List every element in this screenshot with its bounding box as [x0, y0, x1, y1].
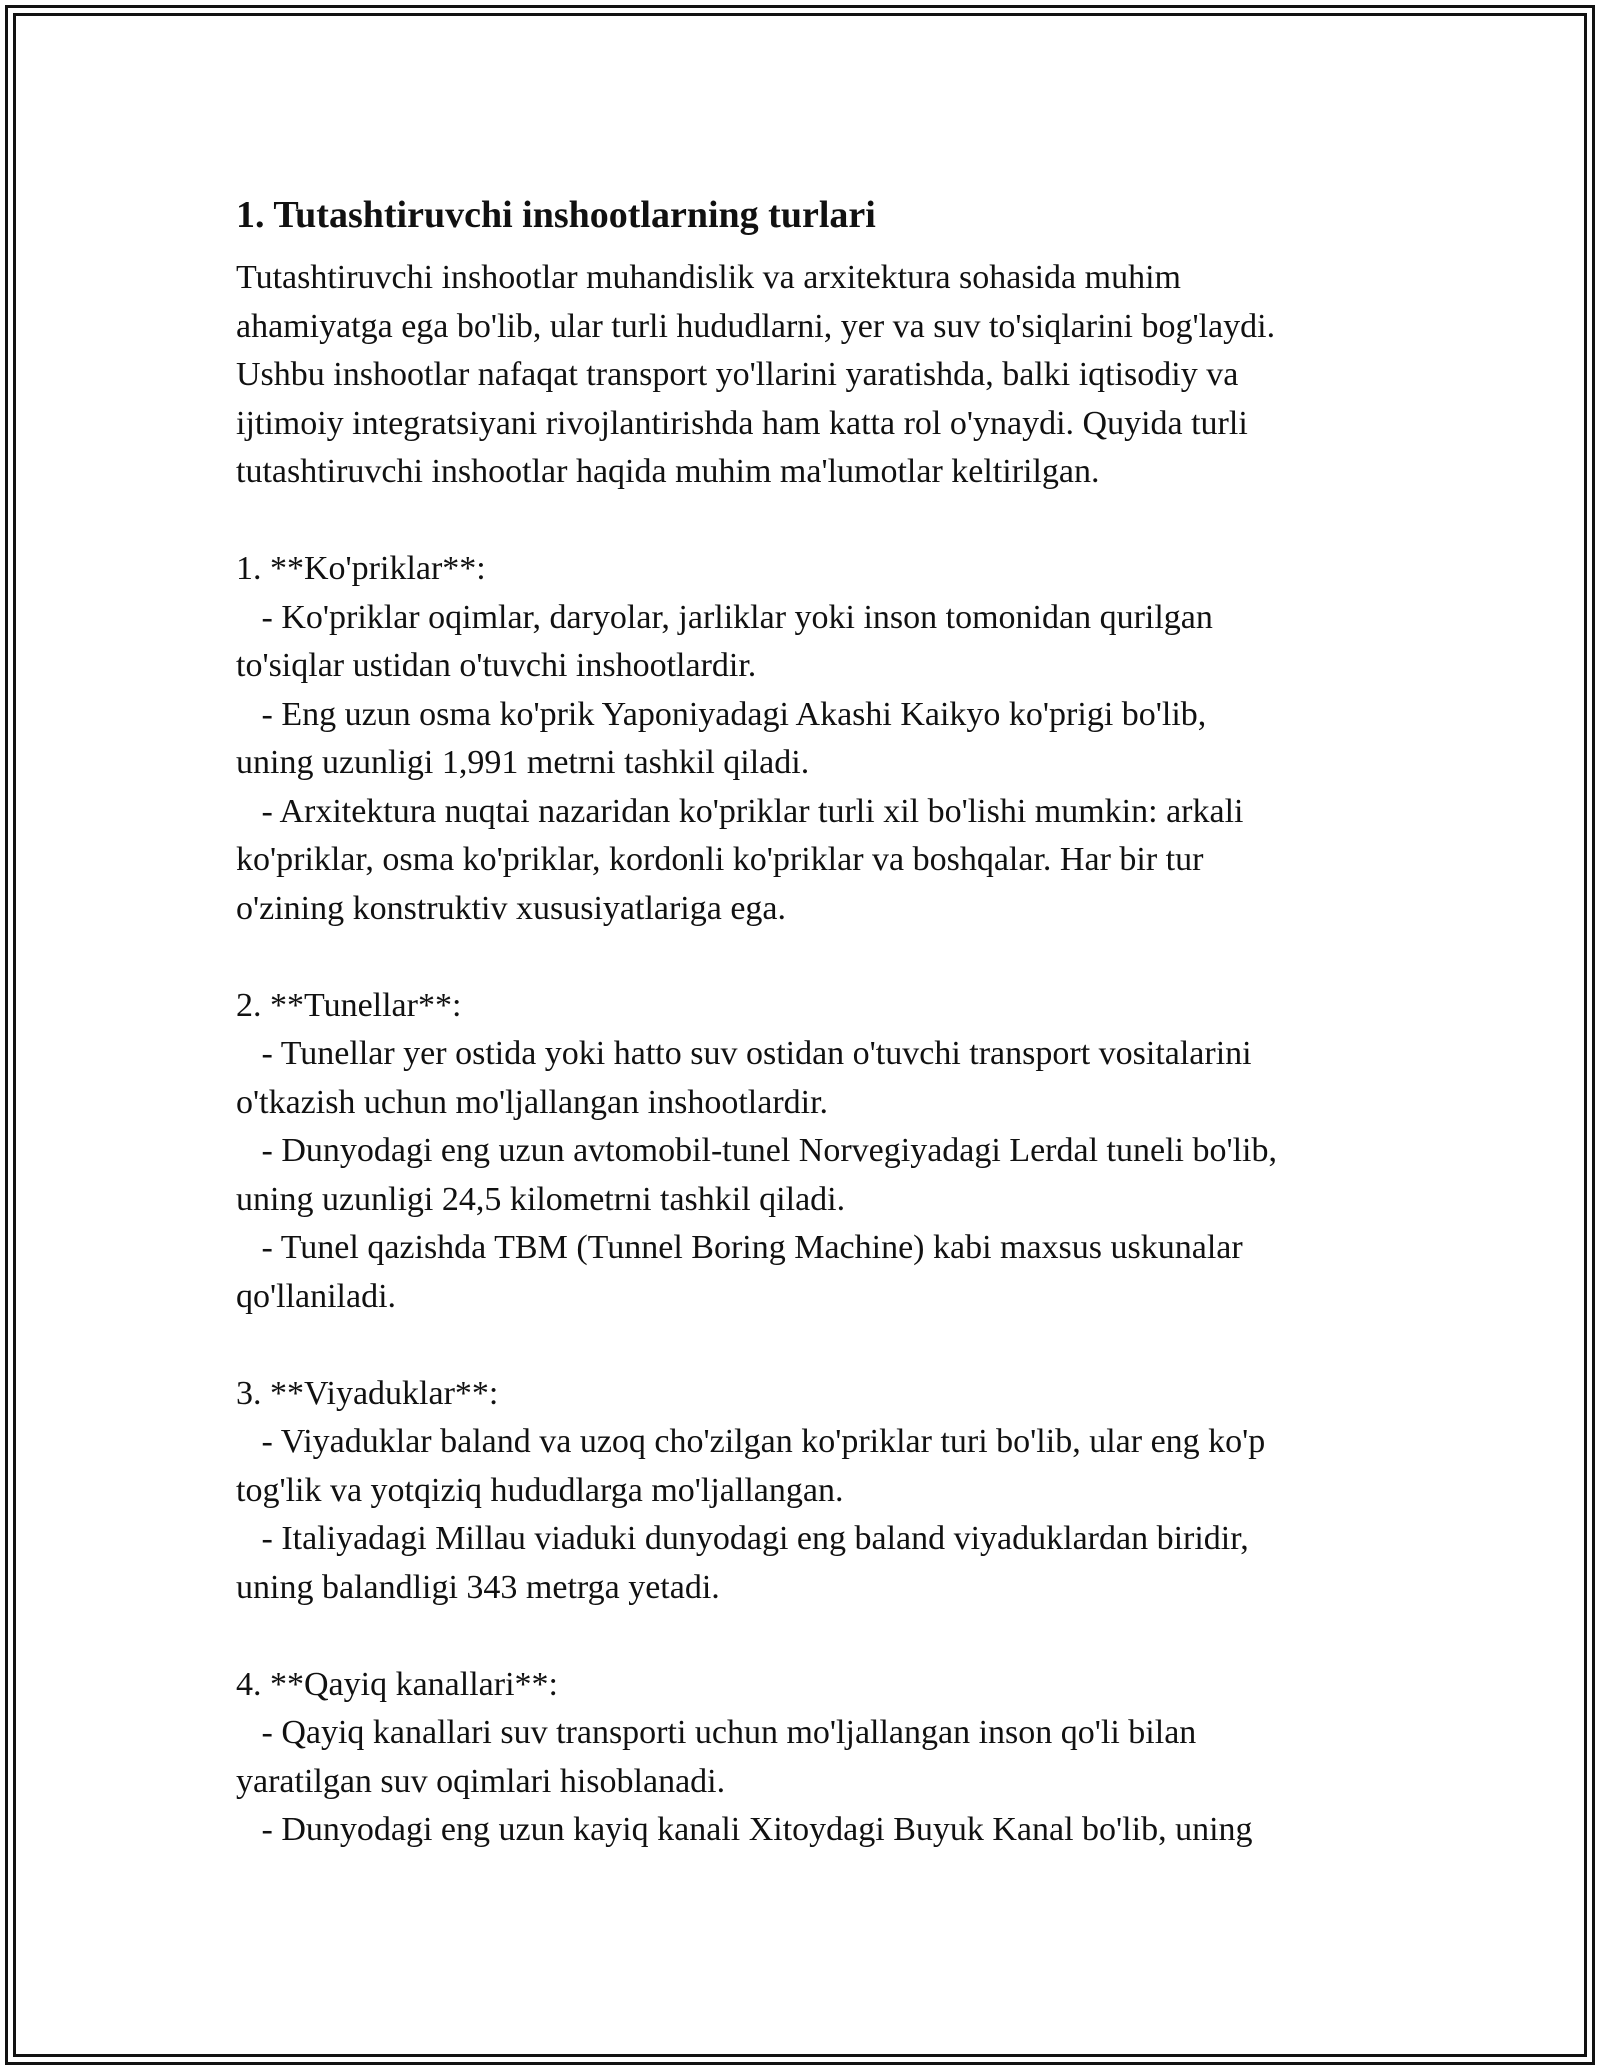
list-item-title: 3. **Viyaduklar**: [236, 1374, 499, 1412]
list-item-line: - Tunel qazishda TBM (Tunnel Boring Machine) kabi maxsus uskunalar [236, 1229, 1243, 1266]
list-item-line: - Italiyadagi Millau viaduki dunyodagi eng baland viyaduklardan biridir, [236, 1520, 1249, 1557]
list-item-line: - Qayiq kanallari suv transporti uchun mo'ljallangan inson qo'li bilan [236, 1714, 1197, 1751]
blank-line [236, 1321, 1386, 1370]
list-item-line: - Eng uzun osma ko'prik Yaponiyadagi Akashi Kaikyo ko'prigi bo'lib, [236, 695, 1207, 733]
list-item-bridges [236, 545, 1386, 933]
list-item-title: 1. **Ko'priklar**: [236, 550, 486, 587]
list-item-line: uning balandligi 343 metrga yetadi. [236, 1568, 720, 1606]
list-item-tunnels [236, 982, 1386, 1322]
blank-line [236, 497, 1386, 546]
list-item-line: tog'lik va yotqiziq hududlarga mo'ljallangan. [236, 1471, 844, 1509]
list-item-line: uning uzunligi 24,5 kilometrni tashkil qiladi. [236, 1180, 846, 1218]
list-item-line: - Tunellar yer ostida yoki hatto suv ostidan o'tuvchi transport vositalarini [236, 1035, 1252, 1072]
paragraph-line: ahamiyatga ega bo'lib, ular turli hududlarni, yer va suv to'siqlarini bog'laydi. [236, 307, 1276, 345]
list-item-line: ko'priklar, osma ko'priklar, kordonli ko'priklar va boshqalar. Har bir tur [236, 841, 1204, 878]
section-heading: 1. Tutashtiruvchi inshootlarning turlari [236, 194, 876, 236]
list-item-title: 2. **Tunellar**: [236, 986, 462, 1024]
list-item-line: uning uzunligi 1,991 metrni tashkil qiladi. [236, 744, 810, 781]
paragraph-line: tutashtiruvchi inshootlar haqida muhim ma'lumotlar keltirilgan. [236, 453, 1100, 490]
list-item-viaducts [236, 1370, 1386, 1613]
list-item-line: - Dunyodagi eng uzun kayiq kanali Xitoydagi Buyuk Kanal bo'lib, uning [236, 1811, 1253, 1848]
blank-line [236, 1612, 1386, 1661]
paragraph-line: Tutashtiruvchi inshootlar muhandislik va arxitektura sohasida muhim [236, 259, 1181, 296]
list-item-line: o'zining konstruktiv xususiyatlariga ega. [236, 889, 787, 927]
list-item-line: yaratilgan suv oqimlari hisoblanadi. [236, 1762, 726, 1800]
list-item-line: qo'llaniladi. [236, 1277, 397, 1315]
list-item-line: to'siqlar ustidan o'tuvchi inshootlardir. [236, 647, 757, 684]
list-item-line: - Arxitektura nuqtai nazaridan ko'priklar turli xil bo'lishi mumkin: arkali [236, 792, 1244, 830]
list-item-line: o'tkazish uchun mo'ljallangan inshootlardir. [236, 1083, 829, 1121]
list-item-line: - Dunyodagi eng uzun avtomobil-tunel Norvegiyadagi Lerdal tuneli bo'lib, [236, 1132, 1277, 1169]
paragraph-line: ijtimoiy integratsiyani rivojlantirishda ham katta rol o'ynaydi. Quyida turli [236, 404, 1248, 442]
paragraph-line: Ushbu inshootlar nafaqat transport yo'llarini yaratishda, balki iqtisodiy va [236, 356, 1239, 393]
blank-line [236, 933, 1386, 982]
list-item-line: - Viyaduklar baland va uzoq cho'zilgan ko'priklar turi bo'lib, ular eng ko'p [236, 1423, 1266, 1460]
document-body [236, 188, 1386, 1855]
list-item-title: 4. **Qayiq kanallari**: [236, 1665, 558, 1703]
list-item-line: - Ko'priklar oqimlar, daryolar, jarliklar yoki inson tomonidan qurilgan [236, 598, 1213, 636]
intro-paragraph [236, 254, 1386, 497]
list-item-canals [236, 1661, 1386, 1855]
